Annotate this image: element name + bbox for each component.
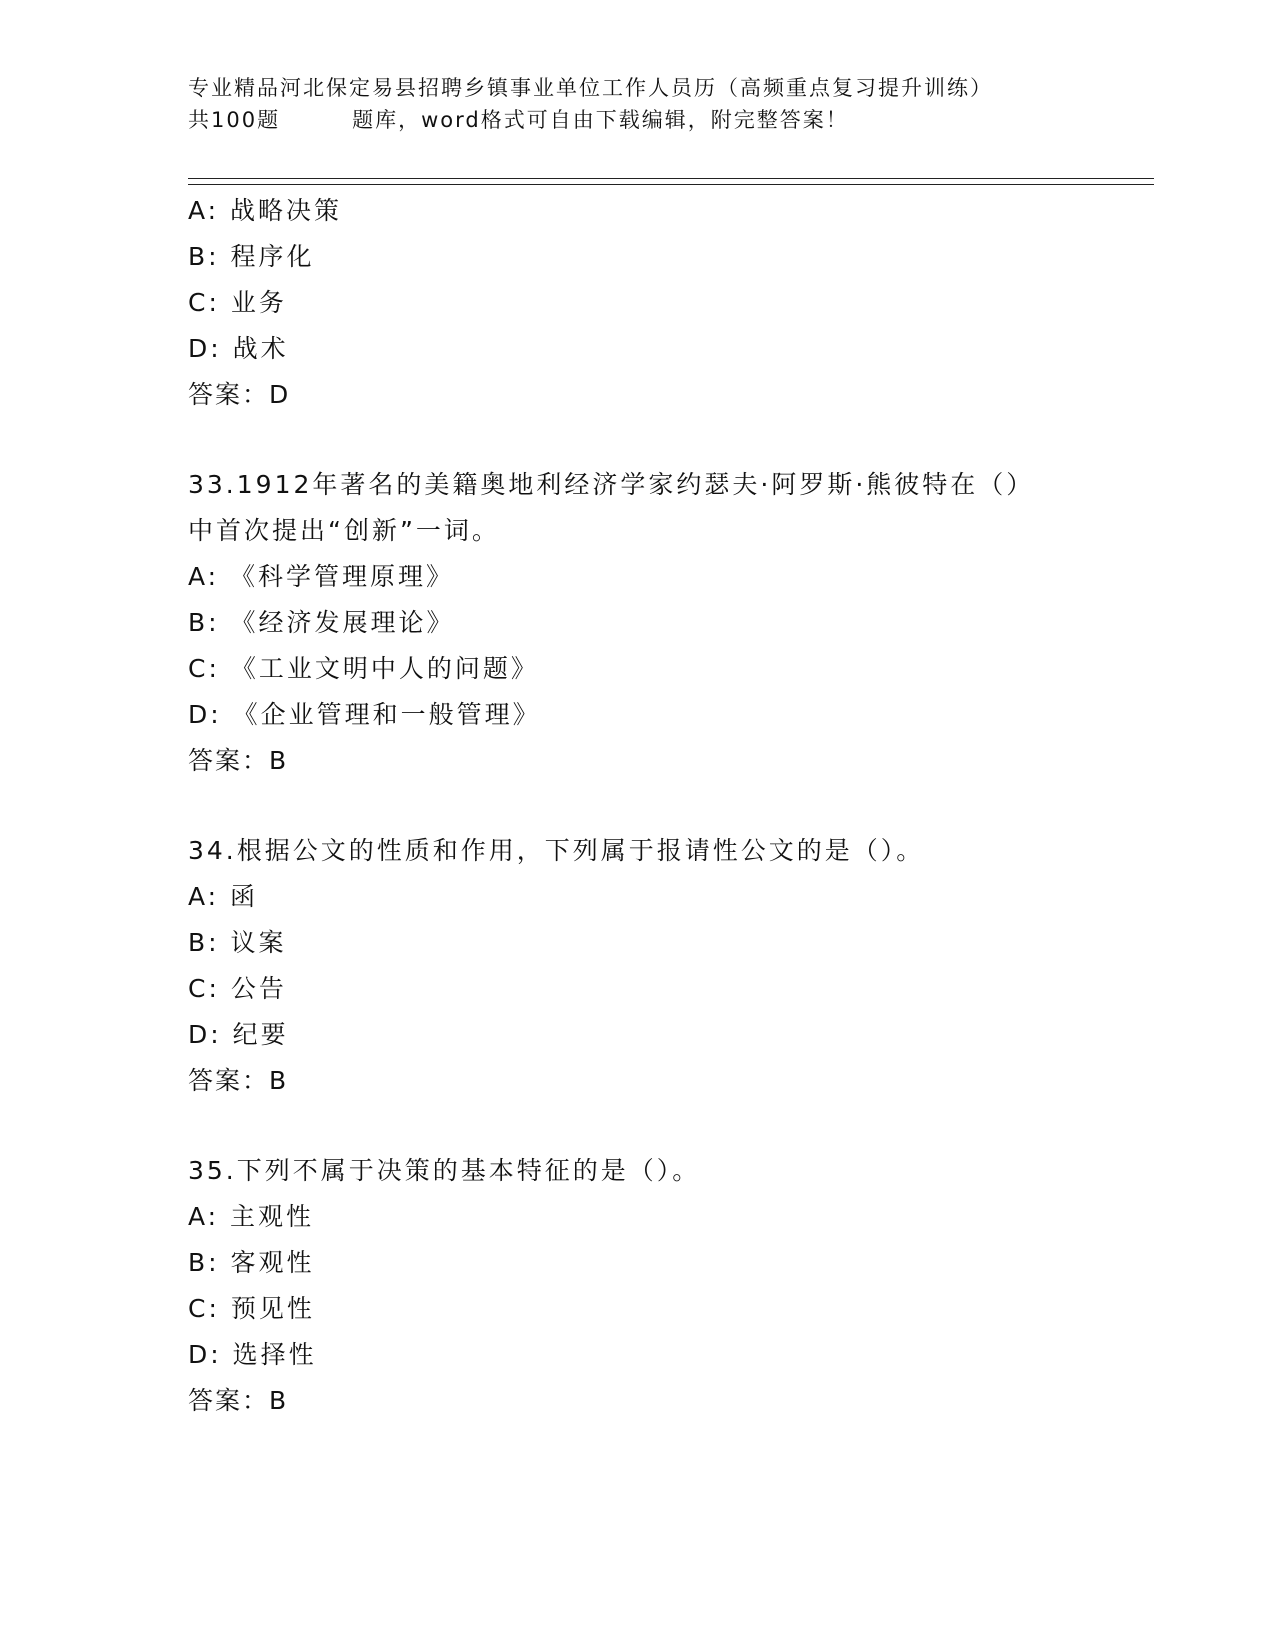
question-spacer [188,1104,1148,1148]
option-d: D: 纪要 [188,1020,289,1049]
option-c: C: 《工业文明中人的问题》 [188,654,539,683]
option-b: B: 议案 [188,928,287,957]
option-b: B: 客观性 [188,1248,315,1277]
question-spacer [188,784,1148,828]
question-text: 34.根据公文的性质和作用，下列属于报请性公文的是（）。 [188,836,925,865]
answer: 答案：B [188,1386,289,1415]
question-text: 33.1912年著名的美籍奥地利经济学家约瑟夫·阿罗斯·熊彼特在（） [188,470,1035,499]
option-a: A: 函 [188,882,259,911]
question-block-35 [188,1148,1148,1424]
header-subtitle [188,104,1148,136]
question-text: 35.下列不属于决策的基本特征的是（）。 [188,1156,701,1185]
option-c: C: 业务 [188,288,287,317]
option-a: A: 主观性 [188,1202,315,1231]
question-block-32 [188,188,1148,418]
header-question-count: 共100题 [188,108,281,132]
option-d: D: 选择性 [188,1340,317,1369]
header-divider-top [188,178,1154,179]
question-list [188,188,1148,1424]
option-b: B: 程序化 [188,242,315,271]
answer: 答案：B [188,746,289,775]
header-title: 专业精品河北保定易县招聘乡镇事业单位工作人员历（高频重点复习提升训练） [188,76,993,100]
question-block-34 [188,828,1148,1104]
option-c: C: 预见性 [188,1294,315,1323]
answer: 答案：B [188,1066,289,1095]
option-a: A: 《科学管理原理》 [188,562,455,591]
question-block-33 [188,462,1148,784]
header-description: 题库，word格式可自由下载编辑，附完整答案！ [352,108,849,132]
document-header [188,72,1148,136]
question-spacer [188,418,1148,462]
option-a: A: 战略决策 [188,196,343,225]
option-d: D: 战术 [188,334,289,363]
header-divider-bottom [188,184,1154,185]
option-d: D: 《企业管理和一般管理》 [188,700,541,729]
question-text-continued: 中首次提出“创新”一词。 [188,516,500,545]
answer: 答案：D [188,380,291,409]
option-b: B: 《经济发展理论》 [188,608,455,637]
option-c: C: 公告 [188,974,287,1003]
